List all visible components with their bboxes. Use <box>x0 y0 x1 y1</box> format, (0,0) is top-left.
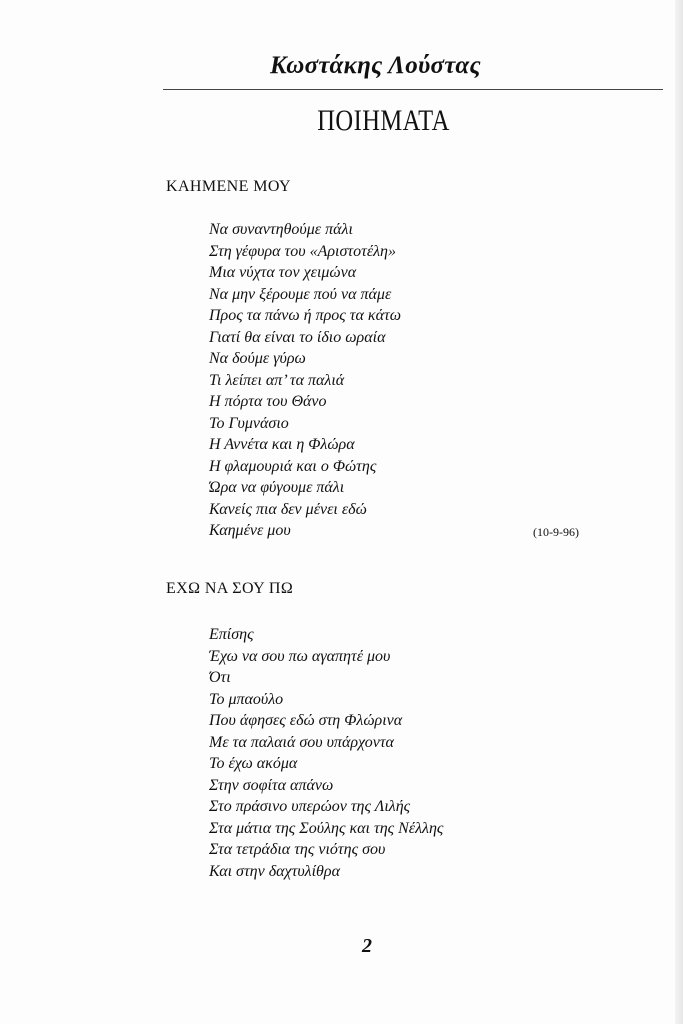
poem-line: Έχω να σου πω αγαπητέ μου <box>209 647 391 665</box>
poem-stanza <box>209 219 401 542</box>
poem-line: Στην σοφίτα απάνω <box>209 776 334 794</box>
poem-line: Ότι <box>209 669 231 686</box>
poem-line: Και στην δαχτυλίθρα <box>209 862 340 880</box>
poem-line: Στη γέφυρα του «Αριστοτέλη» <box>209 242 396 260</box>
poem-line: Τι λείπει απ’ τα παλιά <box>209 371 345 389</box>
poem-line: Στα μάτια της Σούλης και της Νέλλης <box>209 819 444 837</box>
poem-title: ΚΑΗΜΕΝΕ ΜΟΥ <box>166 178 291 195</box>
poem-line: Η Αννέτα και η Φλώρα <box>209 436 355 453</box>
poem-line: Να δούμε γύρω <box>209 350 306 367</box>
poem-line: Το έχω ακόμα <box>209 755 298 772</box>
poem-line: Στο πράσινο υπερώον της Λιλής <box>209 798 411 815</box>
book-title: ΠΟΙΗΜΑΤΑ <box>317 104 450 137</box>
poem-stanza <box>209 624 443 882</box>
poem-line: Γιατί θα είναι το ίδιο ωραία <box>209 328 386 346</box>
poem-line: Η πόρτα του Θάνο <box>209 393 327 410</box>
poem-line: Το μπαούλο <box>209 690 284 708</box>
poem-line: Κανείς πια δεν μένει εδώ <box>209 500 367 518</box>
poem-line: Στα τετράδια της νιότης σου <box>209 841 386 858</box>
poem-line: Μια νύχτα τον χειμώνα <box>209 264 357 281</box>
poem-line: Ώρα να φύγουμε πάλι <box>209 479 345 496</box>
poem-line: Με τα παλαιά σου υπάρχοντα <box>209 733 394 751</box>
poem-date: (10-9-96) <box>533 525 579 539</box>
poem-line: Να μην ξέρουμε πού να πάμε <box>209 285 392 303</box>
author-name: Κωστάκης Λούστας <box>270 52 481 79</box>
poem-line: Καημένε μου <box>209 522 291 539</box>
poem-line: Που άφησες εδώ στη Φλώρινα <box>209 712 403 729</box>
poem-line: Η φλαμουριά και ο Φώτης <box>209 457 377 475</box>
header-rule <box>163 89 663 90</box>
page-edge-shadow <box>675 0 683 1024</box>
poem-line: Επίσης <box>209 626 254 643</box>
poem-line: Το Γυμνάσιο <box>209 414 289 432</box>
poem-title: ΕΧΩ ΝΑ ΣΟΥ ΠΩ <box>166 580 294 597</box>
page-number: 2 <box>362 935 372 957</box>
poem-line: Προς τα πάνω ή προς τα κάτω <box>209 307 402 324</box>
poem-line: Να συναντηθούμε πάλι <box>209 221 353 238</box>
